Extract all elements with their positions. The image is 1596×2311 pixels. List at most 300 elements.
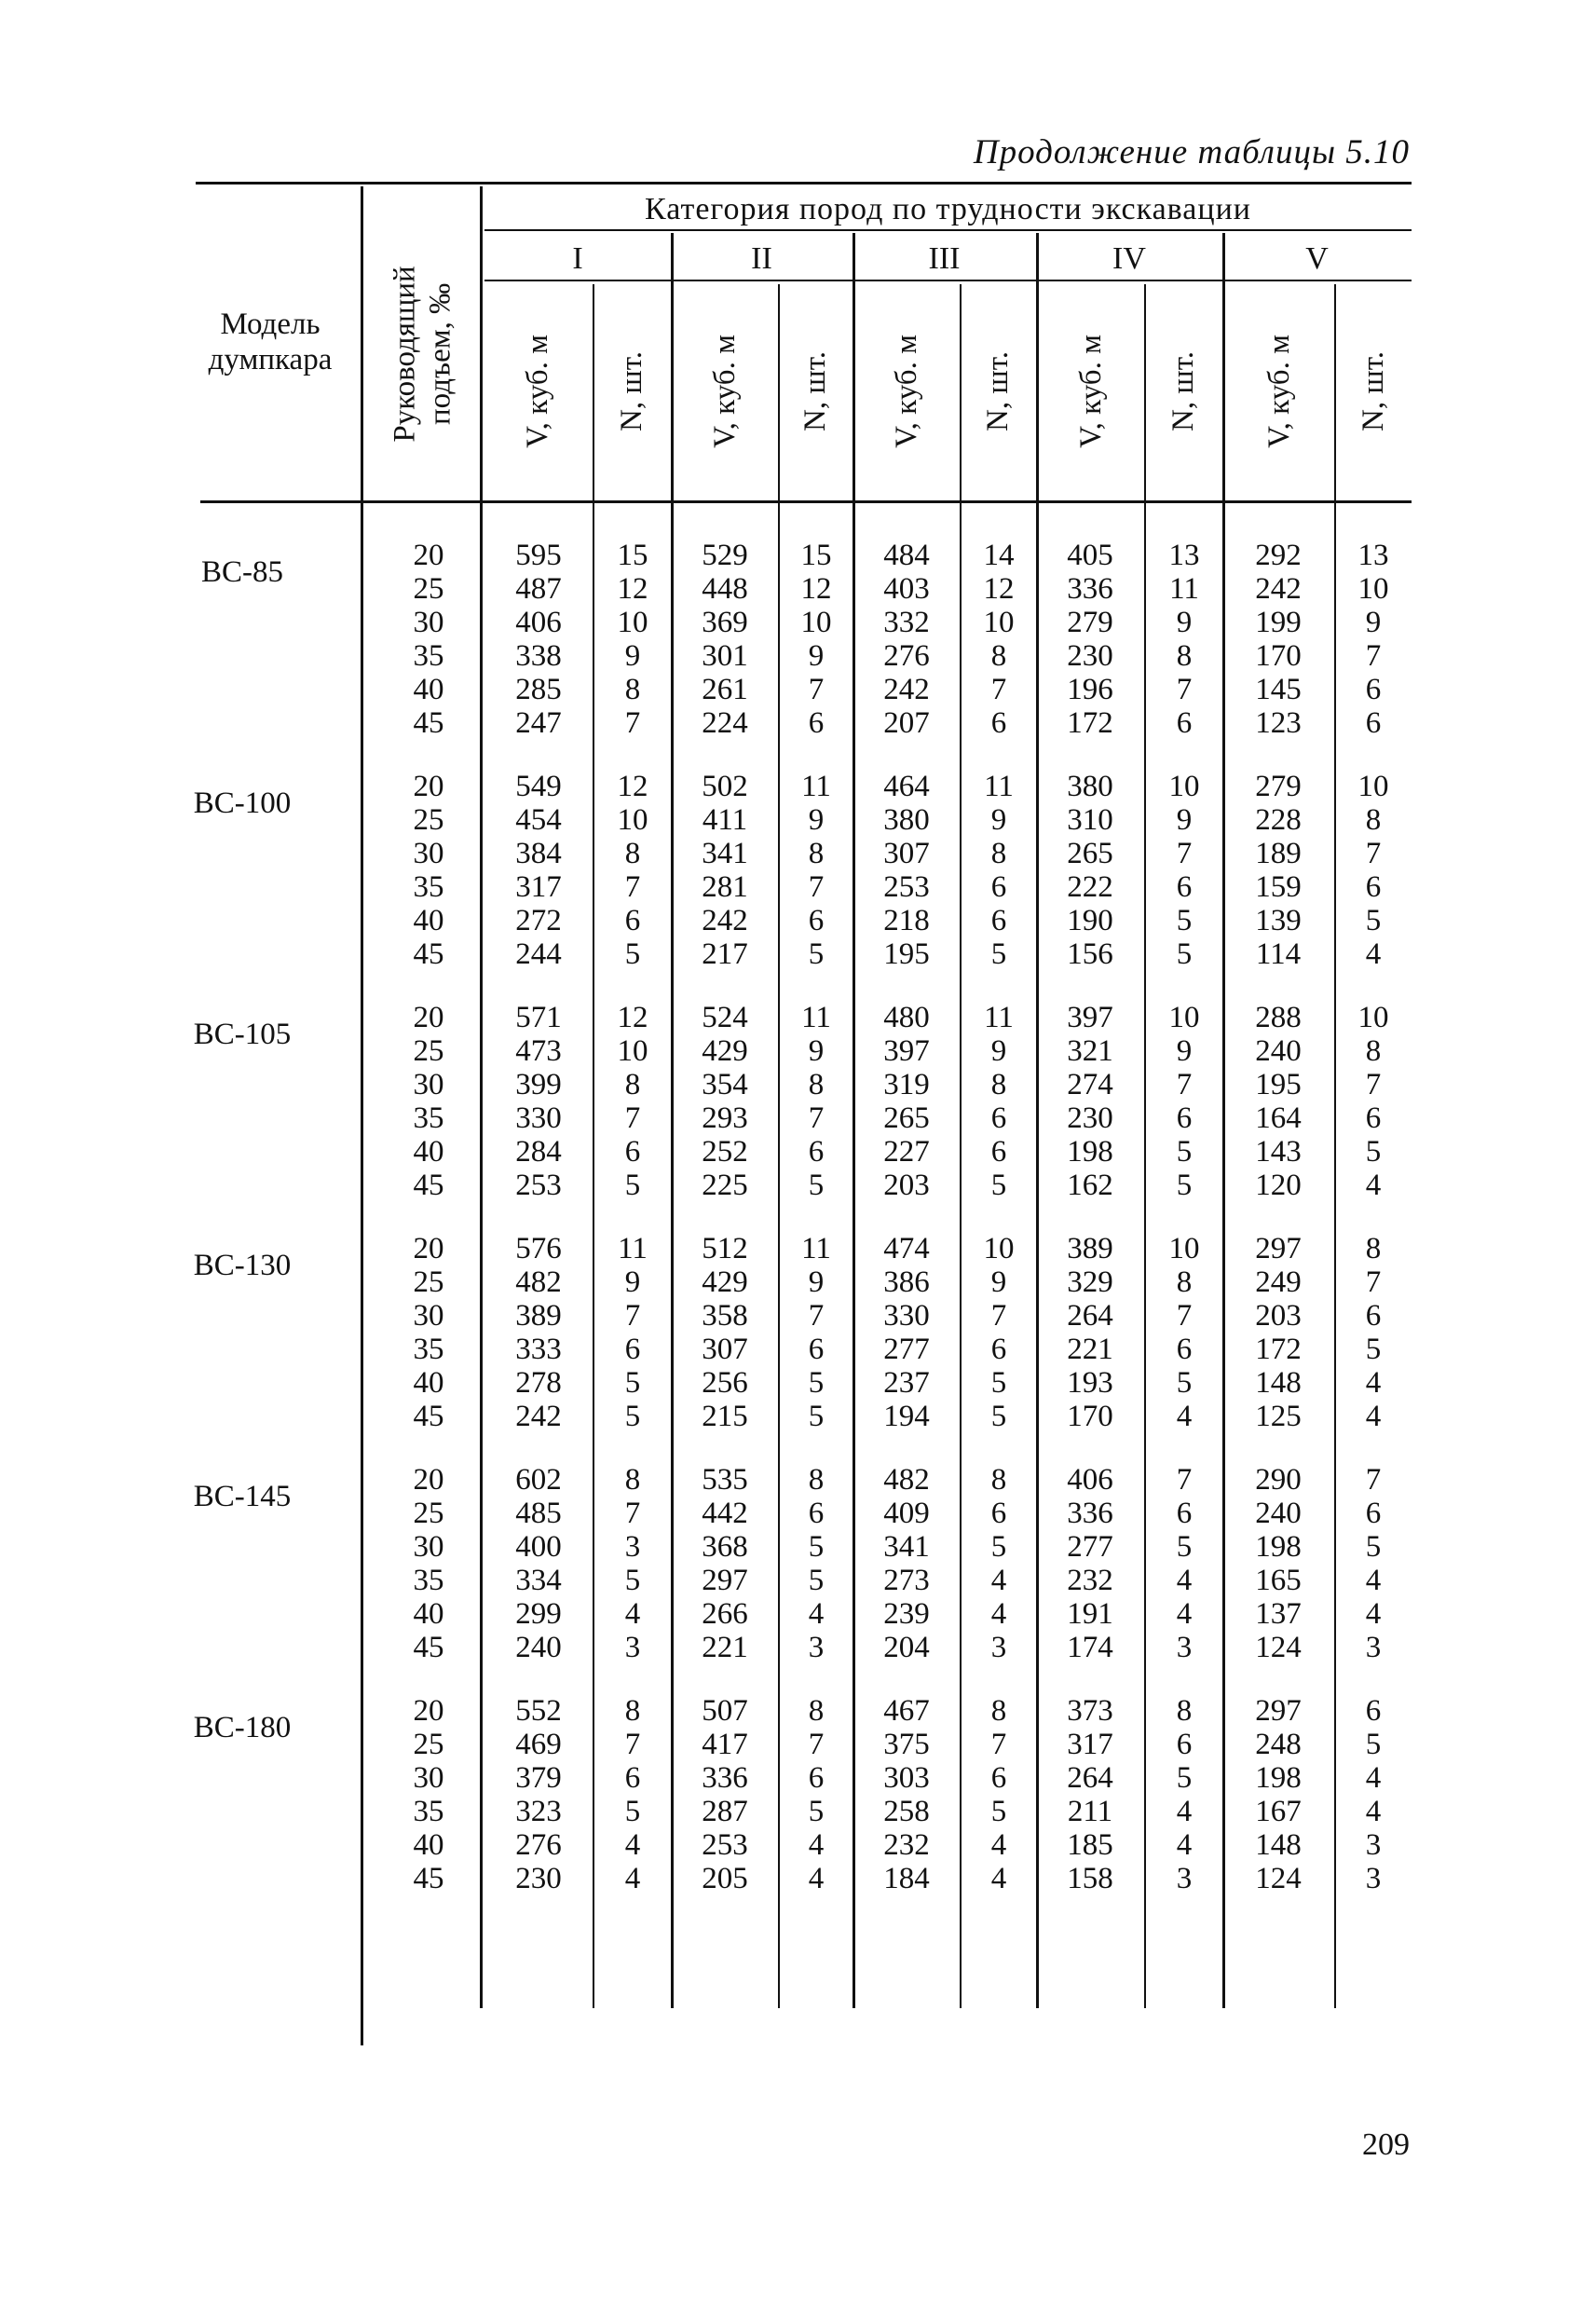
count-column bbox=[1338, 770, 1409, 971]
n-label: N, шт. bbox=[615, 351, 649, 431]
grade-cell: 45 bbox=[413, 1862, 444, 1895]
count-cell: 8 bbox=[624, 673, 641, 706]
v-label: V, куб. м bbox=[521, 335, 555, 448]
volume-cell: 204 bbox=[883, 1631, 930, 1664]
count-cell: 4 bbox=[1176, 1828, 1193, 1862]
grade-column bbox=[387, 1694, 471, 1895]
volume-column bbox=[1041, 770, 1139, 971]
volume-cell: 429 bbox=[702, 1265, 748, 1299]
volume-cell: 307 bbox=[883, 837, 930, 870]
count-cell: 4 bbox=[1365, 1761, 1382, 1795]
count-cell: 15 bbox=[617, 539, 648, 572]
count-cell: 6 bbox=[624, 1333, 641, 1366]
count-cell: 7 bbox=[808, 673, 825, 706]
count-cell: 4 bbox=[990, 1564, 1007, 1597]
volume-column bbox=[489, 770, 588, 971]
grade-cell: 20 bbox=[413, 539, 444, 572]
v-label: V, куб. м bbox=[890, 335, 924, 448]
subhdr-v-1 bbox=[484, 289, 593, 494]
count-cell: 10 bbox=[1168, 770, 1200, 803]
count-column bbox=[1148, 1001, 1221, 1202]
count-cell: 8 bbox=[808, 1463, 825, 1497]
grade-cell: 20 bbox=[413, 1001, 444, 1034]
count-cell: 7 bbox=[1365, 1463, 1382, 1497]
count-cell: 9 bbox=[624, 639, 641, 673]
volume-cell: 225 bbox=[702, 1169, 748, 1202]
count-cell: 11 bbox=[801, 1001, 831, 1034]
count-column bbox=[1338, 1232, 1409, 1433]
volume-cell: 406 bbox=[515, 606, 562, 639]
volume-cell: 321 bbox=[1067, 1034, 1113, 1068]
grade-cell: 30 bbox=[413, 606, 444, 639]
count-cell: 5 bbox=[990, 1530, 1007, 1564]
grade-cell: 40 bbox=[413, 1135, 444, 1169]
volume-column bbox=[857, 539, 956, 740]
volume-column bbox=[675, 1232, 774, 1433]
v-label: V, куб. м bbox=[708, 335, 743, 448]
volume-cell: 474 bbox=[883, 1232, 930, 1265]
volume-cell: 288 bbox=[1255, 1001, 1302, 1034]
volume-cell: 273 bbox=[883, 1564, 930, 1597]
count-cell: 11 bbox=[801, 770, 831, 803]
volume-cell: 194 bbox=[883, 1400, 930, 1433]
count-cell: 5 bbox=[808, 937, 825, 971]
volume-cell: 256 bbox=[702, 1366, 748, 1400]
volume-cell: 230 bbox=[515, 1862, 562, 1895]
count-cell: 4 bbox=[1176, 1564, 1193, 1597]
volume-cell: 467 bbox=[883, 1694, 930, 1728]
volume-cell: 297 bbox=[1255, 1694, 1302, 1728]
grade-cell: 35 bbox=[413, 1101, 444, 1135]
count-cell: 14 bbox=[983, 539, 1015, 572]
model-name: ВС-100 bbox=[193, 786, 292, 820]
volume-column bbox=[675, 1001, 774, 1202]
vrule-model bbox=[361, 186, 363, 2045]
vrule-5 bbox=[960, 284, 962, 2008]
count-cell: 6 bbox=[1176, 1333, 1193, 1366]
volume-cell: 405 bbox=[1067, 539, 1113, 572]
volume-column bbox=[857, 1463, 956, 1664]
volume-cell: 307 bbox=[702, 1333, 748, 1366]
count-cell: 8 bbox=[990, 837, 1007, 870]
count-cell: 7 bbox=[1176, 837, 1193, 870]
volume-cell: 397 bbox=[883, 1034, 930, 1068]
count-cell: 7 bbox=[1365, 639, 1382, 673]
volume-cell: 442 bbox=[702, 1497, 748, 1530]
count-column bbox=[783, 1232, 850, 1433]
count-column bbox=[783, 1694, 850, 1895]
count-cell: 10 bbox=[1168, 1001, 1200, 1034]
volume-cell: 242 bbox=[702, 904, 748, 937]
count-cell: 8 bbox=[808, 837, 825, 870]
volume-cell: 482 bbox=[883, 1463, 930, 1497]
grade-cell: 30 bbox=[413, 1299, 444, 1333]
volume-cell: 464 bbox=[883, 770, 930, 803]
count-column bbox=[963, 1694, 1034, 1895]
count-cell: 3 bbox=[990, 1631, 1007, 1664]
subhdr-v-2 bbox=[674, 289, 778, 494]
top-rule bbox=[196, 182, 1412, 185]
volume-cell: 240 bbox=[515, 1631, 562, 1664]
grade-cell: 40 bbox=[413, 1597, 444, 1631]
grade-column bbox=[387, 539, 471, 740]
count-cell: 6 bbox=[1365, 673, 1382, 706]
volume-cell: 277 bbox=[1067, 1530, 1113, 1564]
volume-cell: 389 bbox=[1067, 1232, 1113, 1265]
count-cell: 5 bbox=[1365, 1333, 1382, 1366]
count-cell: 6 bbox=[1176, 1101, 1193, 1135]
count-cell: 5 bbox=[808, 1169, 825, 1202]
count-cell: 9 bbox=[808, 639, 825, 673]
grade-cell: 25 bbox=[413, 1497, 444, 1530]
category-iv: IV bbox=[1112, 241, 1146, 276]
volume-cell: 205 bbox=[702, 1862, 748, 1895]
volume-cell: 292 bbox=[1255, 539, 1302, 572]
volume-cell: 278 bbox=[515, 1366, 562, 1400]
vrule-7 bbox=[1144, 284, 1146, 2008]
volume-cell: 454 bbox=[515, 803, 562, 837]
volume-cell: 172 bbox=[1255, 1333, 1302, 1366]
grade-cell: 40 bbox=[413, 1828, 444, 1862]
count-cell: 7 bbox=[624, 706, 641, 740]
count-cell: 6 bbox=[1176, 1497, 1193, 1530]
volume-cell: 172 bbox=[1067, 706, 1113, 740]
count-cell: 4 bbox=[1365, 1366, 1382, 1400]
volume-column bbox=[489, 539, 588, 740]
volume-cell: 297 bbox=[702, 1564, 748, 1597]
count-cell: 6 bbox=[1365, 1694, 1382, 1728]
grade-column bbox=[387, 1463, 471, 1664]
volume-cell: 258 bbox=[883, 1795, 930, 1828]
volume-cell: 242 bbox=[883, 673, 930, 706]
volume-cell: 184 bbox=[883, 1862, 930, 1895]
count-cell: 9 bbox=[1176, 606, 1193, 639]
count-cell: 5 bbox=[1176, 1530, 1193, 1564]
count-cell: 3 bbox=[624, 1631, 641, 1664]
v-label: V, куб. м bbox=[1262, 335, 1296, 448]
count-cell: 7 bbox=[1176, 1463, 1193, 1497]
count-cell: 5 bbox=[1176, 1761, 1193, 1795]
count-cell: 6 bbox=[808, 706, 825, 740]
volume-cell: 380 bbox=[883, 803, 930, 837]
count-cell: 6 bbox=[624, 1135, 641, 1169]
volume-column bbox=[675, 1694, 774, 1895]
count-cell: 4 bbox=[1365, 1795, 1382, 1828]
count-cell: 7 bbox=[1365, 1068, 1382, 1101]
grade-header: Руководящий подъем, ‰ bbox=[389, 266, 458, 443]
v-label: V, куб. м bbox=[1073, 335, 1108, 448]
count-cell: 6 bbox=[990, 1761, 1007, 1795]
grade-cell: 35 bbox=[413, 639, 444, 673]
count-cell: 4 bbox=[1365, 1597, 1382, 1631]
count-cell: 9 bbox=[808, 1265, 825, 1299]
count-cell: 6 bbox=[808, 1333, 825, 1366]
volume-cell: 148 bbox=[1255, 1828, 1302, 1862]
volume-cell: 380 bbox=[1067, 770, 1113, 803]
volume-cell: 576 bbox=[515, 1232, 562, 1265]
count-cell: 9 bbox=[990, 1265, 1007, 1299]
subhdr-n-2 bbox=[780, 289, 853, 494]
header-bottom-rule bbox=[200, 500, 1412, 503]
volume-column bbox=[1041, 1232, 1139, 1433]
volume-cell: 429 bbox=[702, 1034, 748, 1068]
roman-rule bbox=[484, 280, 1412, 281]
count-cell: 5 bbox=[624, 1400, 641, 1433]
count-cell: 5 bbox=[990, 937, 1007, 971]
subhdr-n-1 bbox=[594, 289, 671, 494]
volume-cell: 164 bbox=[1255, 1101, 1302, 1135]
count-cell: 6 bbox=[1176, 870, 1193, 904]
volume-cell: 448 bbox=[702, 572, 748, 606]
volume-column bbox=[857, 770, 956, 971]
volume-cell: 334 bbox=[515, 1564, 562, 1597]
count-column bbox=[596, 1001, 669, 1202]
count-cell: 5 bbox=[990, 1169, 1007, 1202]
count-column bbox=[963, 1001, 1034, 1202]
volume-cell: 272 bbox=[515, 904, 562, 937]
volume-cell: 265 bbox=[1067, 837, 1113, 870]
volume-cell: 221 bbox=[702, 1631, 748, 1664]
volume-cell: 502 bbox=[702, 770, 748, 803]
volume-cell: 484 bbox=[883, 539, 930, 572]
volume-cell: 317 bbox=[1067, 1728, 1113, 1761]
volume-cell: 279 bbox=[1255, 770, 1302, 803]
volume-cell: 148 bbox=[1255, 1366, 1302, 1400]
count-cell: 7 bbox=[808, 1728, 825, 1761]
count-cell: 4 bbox=[808, 1597, 825, 1631]
volume-cell: 297 bbox=[1255, 1232, 1302, 1265]
volume-column bbox=[1227, 1694, 1330, 1895]
category-v: V bbox=[1305, 241, 1329, 276]
volume-cell: 174 bbox=[1067, 1631, 1113, 1664]
count-column bbox=[1338, 1463, 1409, 1664]
model-name: ВС-145 bbox=[193, 1480, 292, 1513]
grade-cell: 30 bbox=[413, 837, 444, 870]
volume-cell: 276 bbox=[883, 639, 930, 673]
count-cell: 8 bbox=[1176, 639, 1193, 673]
grade-cell: 45 bbox=[413, 937, 444, 971]
count-cell: 7 bbox=[1365, 1265, 1382, 1299]
count-cell: 5 bbox=[808, 1400, 825, 1433]
count-cell: 8 bbox=[624, 1694, 641, 1728]
n-label: N, шт. bbox=[1356, 351, 1390, 431]
count-cell: 5 bbox=[1176, 1366, 1193, 1400]
count-cell: 4 bbox=[624, 1828, 641, 1862]
count-cell: 10 bbox=[617, 606, 648, 639]
vrule-2 bbox=[671, 233, 674, 2008]
count-cell: 4 bbox=[990, 1862, 1007, 1895]
volume-cell: 368 bbox=[702, 1530, 748, 1564]
volume-cell: 375 bbox=[883, 1728, 930, 1761]
vrule-8 bbox=[1222, 233, 1225, 2008]
volume-cell: 330 bbox=[515, 1101, 562, 1135]
volume-cell: 473 bbox=[515, 1034, 562, 1068]
volume-cell: 230 bbox=[1067, 1101, 1113, 1135]
volume-cell: 571 bbox=[515, 1001, 562, 1034]
count-cell: 7 bbox=[624, 1728, 641, 1761]
count-cell: 5 bbox=[624, 1564, 641, 1597]
volume-cell: 120 bbox=[1255, 1169, 1302, 1202]
count-cell: 7 bbox=[1176, 1068, 1193, 1101]
volume-cell: 143 bbox=[1255, 1135, 1302, 1169]
count-cell: 6 bbox=[808, 1497, 825, 1530]
volume-column bbox=[857, 1694, 956, 1895]
count-cell: 8 bbox=[1365, 1232, 1382, 1265]
grade-cell: 40 bbox=[413, 673, 444, 706]
count-cell: 6 bbox=[1176, 1728, 1193, 1761]
volume-column bbox=[1227, 539, 1330, 740]
count-cell: 5 bbox=[624, 937, 641, 971]
count-cell: 5 bbox=[808, 1530, 825, 1564]
grade-cell: 30 bbox=[413, 1761, 444, 1795]
grade-cell: 35 bbox=[413, 1333, 444, 1366]
page-number: 209 bbox=[1362, 2127, 1410, 2162]
volume-cell: 196 bbox=[1067, 673, 1113, 706]
grade-cell: 30 bbox=[413, 1530, 444, 1564]
volume-cell: 185 bbox=[1067, 1828, 1113, 1862]
volume-cell: 162 bbox=[1067, 1169, 1113, 1202]
count-cell: 10 bbox=[800, 606, 832, 639]
volume-cell: 409 bbox=[883, 1497, 930, 1530]
count-cell: 8 bbox=[624, 837, 641, 870]
count-cell: 6 bbox=[624, 904, 641, 937]
volume-cell: 203 bbox=[883, 1169, 930, 1202]
volume-cell: 529 bbox=[702, 539, 748, 572]
volume-cell: 379 bbox=[515, 1761, 562, 1795]
count-cell: 9 bbox=[624, 1265, 641, 1299]
volume-cell: 399 bbox=[515, 1068, 562, 1101]
count-cell: 10 bbox=[983, 606, 1015, 639]
n-label: N, шт. bbox=[798, 351, 833, 431]
count-cell: 11 bbox=[984, 770, 1014, 803]
volume-cell: 336 bbox=[702, 1761, 748, 1795]
count-cell: 5 bbox=[1176, 937, 1193, 971]
count-cell: 7 bbox=[624, 870, 641, 904]
volume-cell: 417 bbox=[702, 1728, 748, 1761]
volume-cell: 193 bbox=[1067, 1366, 1113, 1400]
n-label: N, шт. bbox=[1166, 351, 1201, 431]
volume-cell: 114 bbox=[1255, 937, 1302, 971]
count-cell: 6 bbox=[990, 1101, 1007, 1135]
volume-cell: 190 bbox=[1067, 904, 1113, 937]
count-column bbox=[1148, 1232, 1221, 1433]
volume-cell: 253 bbox=[702, 1828, 748, 1862]
volume-cell: 221 bbox=[1067, 1333, 1113, 1366]
count-cell: 5 bbox=[808, 1795, 825, 1828]
volume-cell: 400 bbox=[515, 1530, 562, 1564]
count-cell: 12 bbox=[617, 1001, 648, 1034]
count-cell: 9 bbox=[1176, 1034, 1193, 1068]
count-cell: 9 bbox=[990, 1034, 1007, 1068]
count-cell: 5 bbox=[1176, 1169, 1193, 1202]
count-cell: 7 bbox=[1176, 1299, 1193, 1333]
volume-cell: 549 bbox=[515, 770, 562, 803]
volume-cell: 224 bbox=[702, 706, 748, 740]
count-cell: 5 bbox=[990, 1366, 1007, 1400]
volume-cell: 158 bbox=[1067, 1862, 1113, 1895]
count-cell: 3 bbox=[1176, 1631, 1193, 1664]
volume-cell: 145 bbox=[1255, 673, 1302, 706]
grade-cell: 25 bbox=[413, 1728, 444, 1761]
volume-cell: 281 bbox=[702, 870, 748, 904]
volume-cell: 227 bbox=[883, 1135, 930, 1169]
count-cell: 10 bbox=[1357, 572, 1389, 606]
count-cell: 6 bbox=[990, 904, 1007, 937]
count-column bbox=[783, 770, 850, 971]
count-cell: 6 bbox=[624, 1761, 641, 1795]
volume-cell: 124 bbox=[1255, 1862, 1302, 1895]
count-column bbox=[963, 1463, 1034, 1664]
grade-cell: 20 bbox=[413, 1463, 444, 1497]
count-cell: 5 bbox=[808, 1564, 825, 1597]
volume-cell: 290 bbox=[1255, 1463, 1302, 1497]
volume-cell: 266 bbox=[702, 1597, 748, 1631]
volume-cell: 301 bbox=[702, 639, 748, 673]
volume-cell: 403 bbox=[883, 572, 930, 606]
volume-column bbox=[489, 1001, 588, 1202]
volume-cell: 287 bbox=[702, 1795, 748, 1828]
volume-cell: 524 bbox=[702, 1001, 748, 1034]
count-cell: 3 bbox=[1365, 1828, 1382, 1862]
volume-column bbox=[675, 539, 774, 740]
volume-cell: 124 bbox=[1255, 1631, 1302, 1664]
volume-cell: 195 bbox=[883, 937, 930, 971]
count-cell: 6 bbox=[1176, 706, 1193, 740]
count-cell: 6 bbox=[808, 1761, 825, 1795]
grade-cell: 25 bbox=[413, 572, 444, 606]
count-cell: 10 bbox=[983, 1232, 1015, 1265]
volume-cell: 552 bbox=[515, 1694, 562, 1728]
count-cell: 5 bbox=[808, 1366, 825, 1400]
volume-column bbox=[857, 1001, 956, 1202]
volume-column bbox=[1041, 1463, 1139, 1664]
count-cell: 9 bbox=[808, 1034, 825, 1068]
volume-cell: 195 bbox=[1255, 1068, 1302, 1101]
count-cell: 11 bbox=[801, 1232, 831, 1265]
grade-cell: 25 bbox=[413, 803, 444, 837]
count-cell: 6 bbox=[990, 1135, 1007, 1169]
volume-cell: 198 bbox=[1255, 1761, 1302, 1795]
count-cell: 5 bbox=[624, 1169, 641, 1202]
count-column bbox=[963, 539, 1034, 740]
count-cell: 12 bbox=[800, 572, 832, 606]
volume-cell: 358 bbox=[702, 1299, 748, 1333]
count-cell: 7 bbox=[624, 1299, 641, 1333]
volume-cell: 333 bbox=[515, 1333, 562, 1366]
volume-cell: 274 bbox=[1067, 1068, 1113, 1101]
count-cell: 7 bbox=[1176, 673, 1193, 706]
volume-cell: 218 bbox=[883, 904, 930, 937]
count-cell: 4 bbox=[1176, 1400, 1193, 1433]
n-label: N, шт. bbox=[981, 351, 1016, 431]
count-column bbox=[1338, 1001, 1409, 1202]
count-column bbox=[596, 1232, 669, 1433]
volume-cell: 237 bbox=[883, 1366, 930, 1400]
count-column bbox=[1148, 770, 1221, 971]
count-cell: 6 bbox=[1365, 706, 1382, 740]
vrule-1 bbox=[593, 284, 594, 2008]
count-cell: 8 bbox=[990, 1463, 1007, 1497]
volume-cell: 332 bbox=[883, 606, 930, 639]
count-cell: 6 bbox=[808, 904, 825, 937]
volume-cell: 156 bbox=[1067, 937, 1113, 971]
volume-cell: 261 bbox=[702, 673, 748, 706]
count-cell: 6 bbox=[1365, 1101, 1382, 1135]
grade-column bbox=[387, 1001, 471, 1202]
volume-cell: 507 bbox=[702, 1694, 748, 1728]
count-cell: 3 bbox=[1176, 1862, 1193, 1895]
volume-cell: 170 bbox=[1255, 639, 1302, 673]
